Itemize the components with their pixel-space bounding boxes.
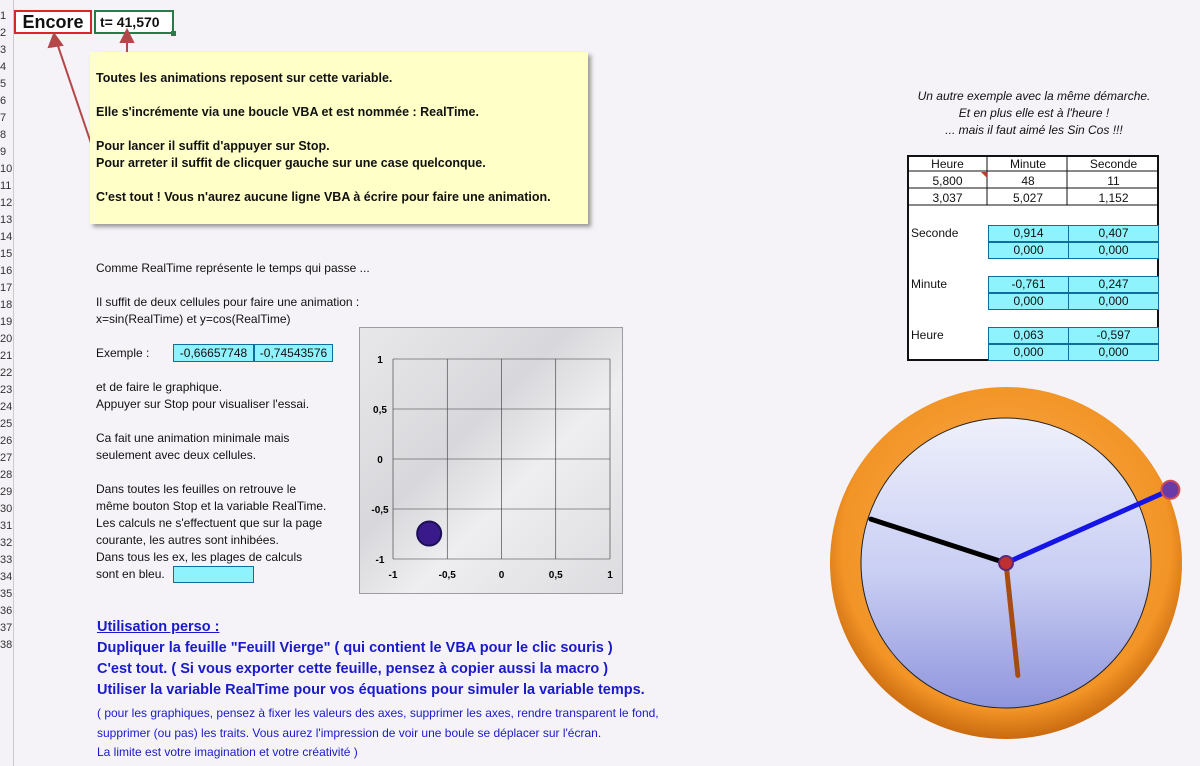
y-tick-label: 0 <box>377 455 383 466</box>
calc-cell[interactable]: -0,761 <box>988 276 1069 293</box>
text-cell: seulement avec deux cellules. <box>96 448 257 462</box>
row-number[interactable]: 21 <box>0 350 13 362</box>
row-number[interactable]: 1 <box>0 10 7 22</box>
row-number[interactable]: 24 <box>0 401 13 413</box>
text-cell: Ca fait une animation minimale mais <box>96 431 290 445</box>
perso-note: supprimer (ou pas) les traits. Vous aurez l'impression de voir une boule se déplacer sur l'écran. <box>97 726 602 740</box>
col-seconde-header: Seconde <box>1089 157 1138 171</box>
row-number[interactable]: 34 <box>0 571 13 583</box>
seconde-label: Seconde <box>911 226 959 240</box>
row-number[interactable]: 28 <box>0 469 13 481</box>
clock-intro: Un autre exemple avec la même démarche. <box>917 89 1151 103</box>
text-cell: Dans tous les ex, les plages de calculs <box>96 550 303 564</box>
row-number[interactable]: 16 <box>0 265 13 277</box>
encore-button[interactable]: Encore <box>14 10 92 34</box>
blue-range-cell[interactable] <box>173 566 254 583</box>
row-number[interactable]: 11 <box>0 180 12 192</box>
col-heure-header: Heure <box>931 157 964 171</box>
heure-label: Heure <box>911 328 944 342</box>
text-cell: Comme RealTime représente le temps qui passe ... <box>96 261 370 275</box>
clock-intro: Et en plus elle est à l'heure ! <box>958 106 1110 120</box>
perso-note: ( pour les graphiques, pensez à fixer les valeurs des axes, supprimer les axes, rendre transparent le fond, <box>97 706 659 720</box>
x-tick-label: 0,5 <box>548 570 563 581</box>
perso-title: Utilisation perso : <box>97 619 220 635</box>
realtime-cell[interactable]: t= 41,570 <box>94 10 174 34</box>
sin-cell[interactable]: -0,66657748 <box>173 344 254 362</box>
perso-line: Dupliquer la feuille "Feuill Vierge" ( qui contient le VBA pour le clic souris ) <box>97 640 613 656</box>
row-number[interactable]: 2 <box>0 27 7 39</box>
exemple-label: Exemple : <box>96 346 150 360</box>
row-number[interactable]: 8 <box>0 129 7 141</box>
note-line: Pour arreter il suffit de clicquer gauche sur une case quelconque. <box>96 156 486 170</box>
row-number[interactable]: 12 <box>0 197 13 209</box>
chart-svg <box>360 328 622 593</box>
calc-cell[interactable]: 0,000 <box>1068 242 1159 259</box>
row-number[interactable]: 38 <box>0 639 13 651</box>
text-cell: Les calculs ne s'effectuent que sur la page <box>96 516 323 530</box>
row-number[interactable]: 36 <box>0 605 13 617</box>
row-number[interactable]: 32 <box>0 537 13 549</box>
value-cell: 11 <box>1107 174 1120 188</box>
calc-cell[interactable]: 0,247 <box>1068 276 1159 293</box>
calc-cell[interactable]: -0,597 <box>1068 327 1159 344</box>
row-number[interactable]: 27 <box>0 452 13 464</box>
row-number[interactable]: 13 <box>0 214 13 226</box>
row-number[interactable]: 31 <box>0 520 13 532</box>
note-line: Pour lancer il suffit d'appuyer sur Stop. <box>96 139 330 153</box>
row-number[interactable]: 37 <box>0 622 13 634</box>
row-number[interactable]: 14 <box>0 231 13 243</box>
text-cell: sont en bleu. <box>96 567 165 581</box>
perso-note: La limite est votre imagination et votre créativité ) <box>97 745 358 759</box>
x-tick-label: -1 <box>388 570 398 581</box>
clock-center-pin <box>999 556 1013 570</box>
row-number[interactable]: 29 <box>0 486 13 498</box>
text-cell: courante, les autres sont inhibées. <box>96 533 279 547</box>
calc-cell[interactable]: 0,000 <box>988 242 1069 259</box>
calc-cell[interactable]: 0,000 <box>988 344 1069 361</box>
text-cell: même bouton Stop et la variable RealTime. <box>96 499 327 513</box>
y-tick-label: 0,5 <box>373 405 387 416</box>
row-number[interactable]: 35 <box>0 588 13 600</box>
row-number[interactable]: 20 <box>0 333 13 345</box>
note-line: Toutes les animations reposent sur cette variable. <box>96 71 393 85</box>
x-tick-label: 1 <box>607 570 613 581</box>
minute-label: Minute <box>911 277 948 291</box>
row-number[interactable]: 33 <box>0 554 13 566</box>
cos-cell[interactable]: -0,74543576 <box>254 344 333 362</box>
value-cell: 3,037 <box>932 191 963 205</box>
data-point <box>417 522 441 546</box>
text-cell: Appuyer sur Stop pour visualiser l'essai. <box>96 397 310 411</box>
y-tick-label: -0,5 <box>371 505 389 516</box>
text-cell: et de faire le graphique. <box>96 380 223 394</box>
row-number[interactable]: 10 <box>0 163 13 175</box>
value-cell: 48 <box>1021 174 1035 188</box>
row-number[interactable]: 23 <box>0 384 13 396</box>
perso-line: C'est tout. ( Si vous exporter cette feuille, pensez à copier aussi la macro ) <box>97 661 609 677</box>
perso-line: Utiliser la variable RealTime pour vos équations pour simuler la variable temps. <box>97 682 645 698</box>
calc-cell[interactable]: 0,063 <box>988 327 1069 344</box>
calc-cell[interactable]: 0,000 <box>1068 344 1159 361</box>
info-note <box>90 52 588 224</box>
calc-cell[interactable]: 0,000 <box>988 293 1069 310</box>
calc-cell[interactable]: 0,914 <box>988 225 1069 242</box>
x-tick-label: -0,5 <box>438 570 456 581</box>
row-number[interactable]: 18 <box>0 299 13 311</box>
row-number[interactable]: 7 <box>0 112 7 124</box>
text-cell: x=sin(RealTime) et y=cos(RealTime) <box>96 312 291 326</box>
row-number[interactable]: 15 <box>0 248 13 260</box>
note-line: C'est tout ! Vous n'aurez aucune ligne VBA à écrire pour faire une animation. <box>96 190 551 204</box>
calc-cell[interactable]: 0,000 <box>1068 293 1159 310</box>
row-number[interactable]: 30 <box>0 503 13 515</box>
clock-intro: ... mais il faut aimé les Sin Cos !!! <box>945 123 1123 137</box>
x-tick-label: 0 <box>498 570 505 581</box>
text-cell: Il suffit de deux cellules pour faire une animation : <box>96 295 360 309</box>
row-number[interactable]: 3 <box>0 44 7 56</box>
analog-clock[interactable] <box>825 382 1187 744</box>
row-number[interactable]: 25 <box>0 418 13 430</box>
calc-cell[interactable]: 0,407 <box>1068 225 1159 242</box>
y-tick-label: 1 <box>377 355 383 366</box>
row-number[interactable]: 4 <box>0 61 7 73</box>
scatter-chart[interactable] <box>359 327 623 594</box>
row-number[interactable]: 22 <box>0 367 13 379</box>
row-number[interactable]: 6 <box>0 95 7 107</box>
value-cell: 5,027 <box>1012 191 1044 205</box>
row-number[interactable]: 19 <box>0 316 13 328</box>
value-cell: 1,152 <box>1098 191 1129 205</box>
second-knob <box>1161 481 1179 499</box>
col-minute-header: Minute <box>1009 157 1047 171</box>
text-cell: Dans toutes les feuilles on retrouve le <box>96 482 297 496</box>
row-number[interactable]: 17 <box>0 282 13 294</box>
y-tick-label: -1 <box>375 555 385 566</box>
row-number[interactable]: 5 <box>0 78 7 90</box>
note-line: Elle s'incrémente via une boucle VBA et est nommée : RealTime. <box>96 105 479 119</box>
value-cell: 5,800 <box>932 174 963 188</box>
row-number[interactable]: 9 <box>0 146 7 158</box>
row-number[interactable]: 26 <box>0 435 13 447</box>
